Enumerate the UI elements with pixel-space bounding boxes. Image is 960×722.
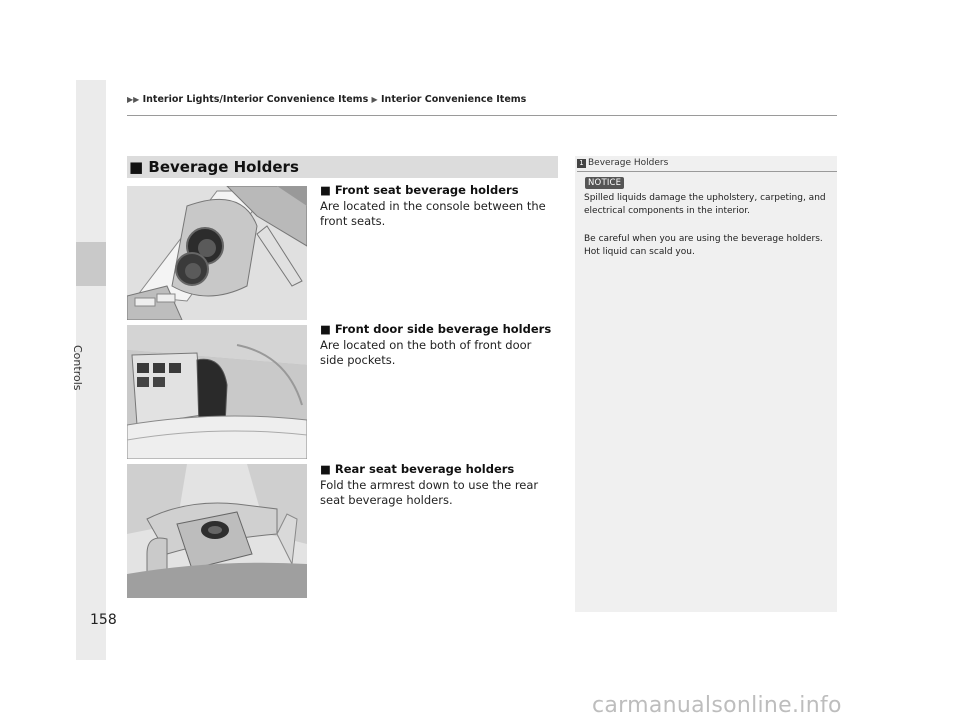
entry-title-rear-seat: ■ Rear seat beverage holders bbox=[320, 462, 515, 476]
entry-text-rear-seat: Fold the armrest down to use the rear seat beverage holders. bbox=[320, 478, 539, 507]
breadcrumb-subsection[interactable]: Interior Convenience Items bbox=[381, 94, 527, 105]
breadcrumb-divider bbox=[127, 115, 837, 116]
note-divider bbox=[577, 171, 837, 172]
rear-armrest-cupholder-photo bbox=[127, 464, 307, 598]
entry-text-front-seat: Are located in the console between the front seats. bbox=[320, 199, 546, 228]
note-paragraph-1: Spilled liquids damage the upholstery, carpeting, and electrical components in the interior. bbox=[584, 193, 826, 216]
door-pocket-cupholder-photo bbox=[127, 325, 307, 459]
page-number: 158 bbox=[90, 612, 117, 628]
entry-title-front-seat: ■ Front seat beverage holders bbox=[320, 183, 519, 197]
section-bullet-icon: ■ bbox=[129, 158, 144, 176]
entry-bullet-icon: ■ bbox=[320, 462, 331, 476]
section-title-text: Beverage Holders bbox=[148, 158, 299, 176]
entry-title-front-door: ■ Front door side beverage holders bbox=[320, 322, 552, 336]
breadcrumb-section[interactable]: Interior Lights/Interior Convenience Items bbox=[142, 94, 369, 105]
section-title bbox=[129, 158, 299, 176]
entry-text-front-door: Are located on the both of front door side pockets. bbox=[320, 338, 532, 367]
side-tab-marker bbox=[76, 242, 106, 286]
side-tab-label: Controls bbox=[71, 345, 84, 391]
note-paragraph-2: Be careful when you are using the beverage holders. Hot liquid can scald you. bbox=[584, 234, 823, 257]
notice-badge: NOTICE bbox=[585, 177, 624, 189]
breadcrumb bbox=[127, 94, 526, 105]
entry-bullet-icon: ■ bbox=[320, 183, 331, 197]
entry-bullet-icon: ■ bbox=[320, 322, 331, 336]
breadcrumb-separator-icon: ▶ bbox=[371, 95, 378, 104]
front-console-cupholder-photo bbox=[127, 186, 307, 320]
reference-icon: 1 bbox=[577, 159, 586, 168]
watermark: carmanualsonline.info bbox=[592, 693, 842, 718]
note-panel bbox=[575, 156, 837, 612]
note-heading: 1 Beverage Holders bbox=[577, 158, 668, 168]
breadcrumb-marker-icon: ▶▶ bbox=[127, 95, 140, 104]
